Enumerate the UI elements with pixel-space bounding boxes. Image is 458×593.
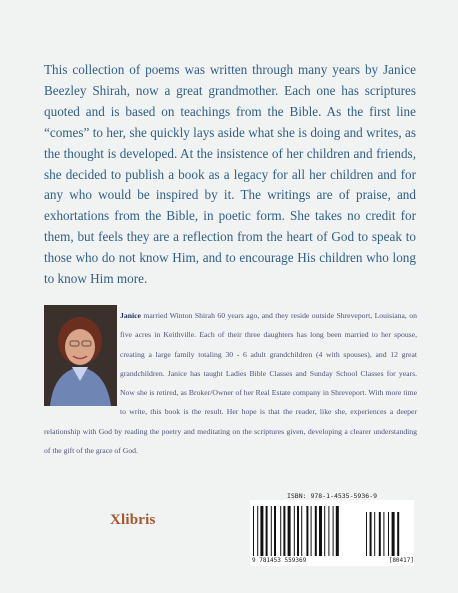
author-bio-text: married Winton Shirah 60 years ago, and they reside outside Shreveport, Louisiana, on five acres in Keithville. Each of their three daughters has long been married to her spouse, creating a large family totaling 30 - 6 adult grandchildren (4 with spouses), and 12 great grandchildren. Janice has taught Ladies Bible Classes and Sunday School Classes for years. Now she is retired, as Broker/Owner of her Real Estate company in Shreveport. With more time to write, this book is the result. Her hope is that the reader, like she, experiences a deeper relationship with God by reading the poetry and meditating on the scriptures given, developing a clearer understanding of the gift of the grace of God. xyxy=(44,311,417,456)
author-bio xyxy=(44,306,417,460)
author-name: Janice xyxy=(120,311,141,320)
isbn-label: ISBN: 978-1-4535-5936-9 xyxy=(286,492,377,500)
barcode xyxy=(250,492,414,566)
barcode-number-addon: [80417] xyxy=(388,557,414,564)
barcode-number-main: 9 781453 559369 xyxy=(252,557,307,564)
book-description: This collection of poems was written through many years by Janice Beezley Shirah, now a great grandmother. Each one has scriptures quoted and is based on teachings from the Bible. As the first line “comes” to her, she quickly lays aside what she is doing and writes, as the thought is developed. At the insistence of her children and friends, she decided to publish a book as a legacy for all her children and for any who would be inspired by it. The writings are of praise, and exhortations from the Bible, in poetic form. She takes no credit for them, but feels they are a reflection from the heart of God to speak to those who do not know Him, and to encourage His children who long to know Him more. xyxy=(44,62,416,287)
publisher-logo: Xlibris xyxy=(110,512,156,528)
barcode-numbers xyxy=(252,557,414,564)
